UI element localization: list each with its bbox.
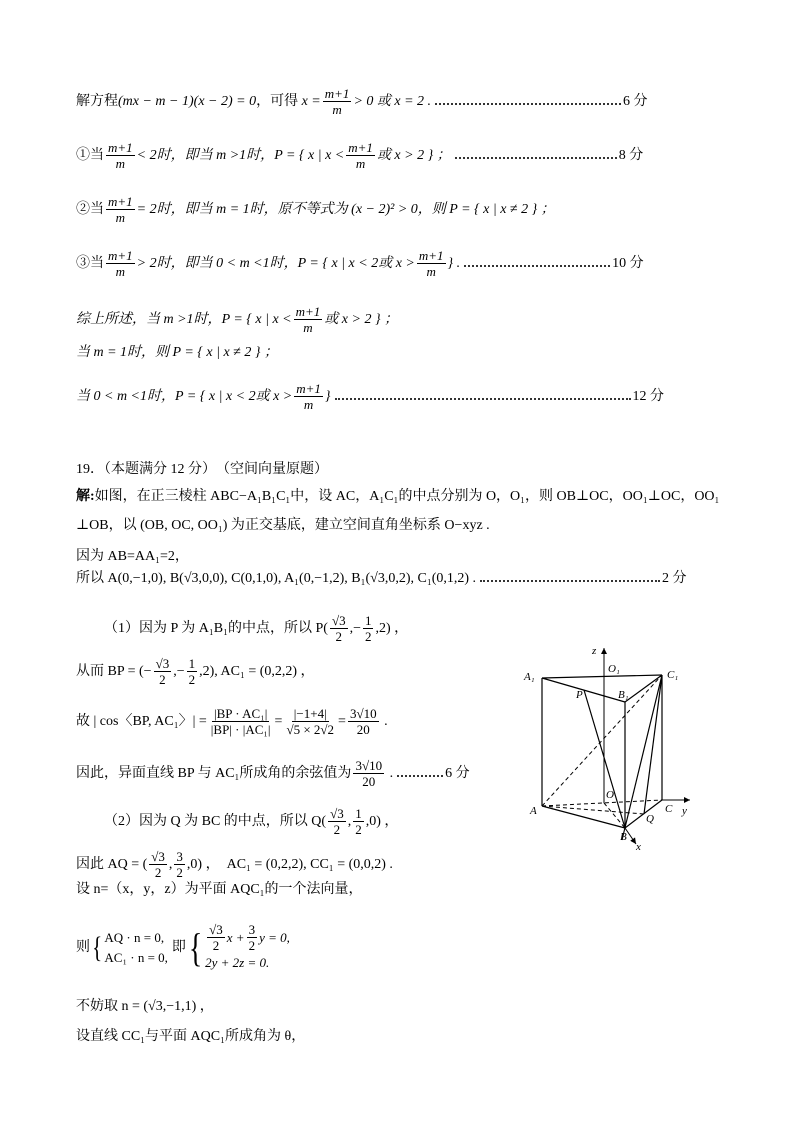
set: P = { x | x < 2或 x > — [297, 255, 415, 271]
equation: (mx − m − 1)(x − 2) = 0 — [118, 93, 257, 109]
solution-label: 解: — [76, 489, 95, 504]
case-label: ②当 — [76, 201, 104, 217]
text: > 2时，即当 0 < m <1时， — [136, 255, 298, 271]
summary-line-2 — [76, 343, 278, 363]
label-a: A — [530, 805, 537, 817]
q2-last — [76, 1027, 305, 1047]
score: 6 分 — [445, 765, 470, 781]
fraction: $\frac{√3}{2}$ — [331, 613, 346, 644]
text: 如图，在正三棱柱 ABC−A₁B₁C₁中，设 AC，A₁C₁的中点分别为 O，O₁，则 OB⊥OC，OO₁⊥OC，OO₁ — [94, 489, 720, 504]
text: 设 n=（x，y，z）为平面 AQC₁的一个法向量， — [76, 882, 363, 897]
set: } — [324, 388, 331, 404]
set: 或 x > 2 } ； — [376, 147, 451, 163]
label-a1: A₁ — [524, 671, 535, 683]
fraction: $\frac{m+1}{m}$ — [295, 304, 321, 335]
set: P = { x | x < 2或 x > — [175, 388, 293, 404]
score-leader — [335, 398, 631, 400]
case-1-line — [76, 140, 643, 171]
text: > 0 或 x = 2 . — [353, 93, 432, 109]
system-b: $\frac{√3}{2}$ x + $\frac{3}{2}$ y = 0, 2y + 2z = 0. — [205, 922, 290, 970]
summary-line-1 — [76, 304, 398, 335]
fraction: $\frac{1}{2}$ — [364, 613, 372, 644]
fraction: $\frac{√3}{2}$ — [155, 656, 170, 687]
segment-ac1-dashed — [542, 675, 662, 806]
eq-line-1: 解方程 (mx − m − 1)(x − 2) = 0 ，可得 x = $\frac{m+1}{m}$ > 0 或 x = 2 . 6 分 — [76, 86, 648, 117]
text: < 2时，即当 m >1时， — [136, 147, 275, 163]
prism-figure — [522, 640, 722, 850]
segment-c1q — [644, 675, 662, 814]
fraction: $\frac{m+1}{m}$ — [108, 248, 133, 279]
label-c: C — [665, 803, 673, 815]
q2-line-3 — [76, 880, 363, 900]
q1-line-4: 因此，异面直线 BP 与 AC₁所成角的余弦值为 $\frac{3√10}{20}$ . 6 分 — [76, 758, 470, 789]
edge-ac-dashed — [542, 800, 662, 806]
case-3-line — [76, 248, 644, 279]
fraction: $\frac{m+1}{m}$ — [108, 194, 133, 225]
label-z: z — [592, 645, 597, 657]
edge-a1b1 — [542, 678, 625, 702]
set: P = { x | x < — [221, 311, 292, 327]
fraction: $\frac{3}{2}$ — [176, 849, 183, 880]
label-x: x — [636, 841, 641, 850]
edge-a1c1 — [542, 675, 662, 678]
question-19-heading — [76, 460, 328, 480]
text: ,2), AC₁ = (0,2,2) ， — [199, 663, 315, 679]
text: （2）因为 Q 为 BC 的中点，所以 Q( — [104, 813, 327, 829]
score-leader — [397, 775, 443, 777]
q1-line-3: 故 | cos〈BP, AC₁〉| = $\frac{\text{|BP · AC₁|}}{\text{|BP| · |AC₁|}}$ = $\frac{|-1+4|}{√5 \times 2√2}$ = $\frac{3√10}{20}$ . — [76, 706, 388, 737]
text: 当 m = 1时，则 P = { x | x ≠ 2 } ； — [76, 345, 278, 360]
text: ,0) ， — [365, 813, 399, 829]
q2-line-1: （2）因为 Q 为 BC 的中点，所以 Q( $\frac{√3}{2}$ , $\frac{1}{2}$ ,0) ， — [104, 806, 399, 837]
text: ,2) ， — [375, 620, 409, 636]
solution-line-1 — [76, 487, 719, 507]
case-2-line — [76, 194, 555, 225]
fraction: $\frac{\text{|BP · AC₁|}}{\text{|BP| · |AC₁|}}$ — [210, 706, 271, 737]
text: （1）因为 P 为 A₁B₁的中点，所以 P( — [104, 620, 328, 636]
text: 不妨取 n = (√3,−1,1) ， — [76, 999, 214, 1014]
text: 因为 AB=AA₁=2， — [76, 549, 189, 564]
label-b: B — [620, 831, 627, 843]
text: 解方程 — [76, 93, 118, 109]
q1-line-1: （1）因为 P 为 A₁B₁的中点，所以 P( $\frac{√3}{2}$ ,− $\frac{1}{2}$ ,2) ， — [104, 613, 409, 644]
score-leader — [455, 157, 617, 159]
label-b1: B₁ — [618, 689, 629, 701]
q1-line-2: 从而 BP = (− $\frac{√3}{2}$ ,− $\frac{1}{2}$ ,2), AC₁ = (0,2,2) ， — [76, 656, 315, 687]
fraction: $\frac{√3}{2}$ — [151, 849, 165, 880]
score-leader — [435, 103, 621, 105]
fraction: $\frac{1}{2}$ — [355, 806, 362, 837]
fraction: $\frac{3√10}{20}$ — [349, 706, 377, 737]
because-line — [76, 547, 189, 567]
label-y: y — [682, 805, 687, 817]
set: P = { x | x < — [274, 147, 345, 163]
text: 即 — [171, 939, 186, 955]
q2-take — [76, 997, 214, 1017]
text: ,0) ， AC₁ = (0,2,2), CC₁ = (0,0,2) . — [186, 856, 393, 872]
solution-line-2 — [76, 516, 490, 536]
set: 或 x > 2 } ； — [324, 311, 399, 327]
text: 则 — [76, 939, 90, 955]
score: 6 分 — [623, 93, 648, 109]
score-leader — [464, 265, 610, 267]
edge-ab — [542, 806, 625, 828]
text: 因此 AQ = ( — [76, 856, 148, 872]
system-a: AQ · n = 0, AC₁ · n = 0, — [104, 929, 168, 965]
text: ，可得 — [256, 93, 299, 109]
q2-system: 则 { AQ · n = 0, AC₁ · n = 0, 即 { $\frac{√3}{2}$ x + $\frac{3}{2}$ y = 0, 2y + 2z = 0. — [76, 922, 290, 973]
text: 故 | cos〈BP, AC₁〉| = — [76, 713, 207, 729]
heading: 19．（本题满分 12 分） （空间向量原题） — [76, 462, 328, 477]
coords-line — [76, 569, 687, 589]
fraction: $\frac{m+1}{m}$ — [324, 86, 350, 117]
summary-line-3 — [76, 381, 664, 412]
score: 8 分 — [618, 147, 644, 163]
label-o1: O₁ — [608, 663, 620, 675]
text: = 2时，即当 m = 1时，原不等式为 (x − 2)² > 0，则 P = { x | x ≠ 2 } ； — [136, 201, 555, 217]
fraction: $\frac{m+1}{m}$ — [108, 140, 133, 171]
score: 2 分 — [662, 571, 687, 586]
set: } . — [447, 255, 461, 271]
text: 从而 BP = (− — [76, 663, 152, 679]
text: 综上所述，当 m >1时， — [76, 311, 222, 327]
text: 因此，异面直线 BP 与 AC₁所成角的余弦值为 — [76, 765, 352, 781]
label-o: O — [606, 789, 614, 801]
q2-line-2: 因此 AQ = ( $\frac{√3}{2}$ , $\frac{3}{2}$ ,0) ， AC₁ = (0,2,2), CC₁ = (0,0,2) . — [76, 849, 393, 880]
text: 当 0 < m <1时， — [76, 388, 176, 404]
label-q: Q — [646, 813, 654, 825]
label-c1: C₁ — [667, 669, 679, 681]
fraction: $\frac{m+1}{m}$ — [348, 140, 373, 171]
case-label: ①当 — [76, 147, 104, 163]
label-p: P — [576, 689, 583, 701]
score-leader — [480, 580, 660, 582]
text: ⊥OB，以 (OB, OC, OO₁) 为正交基底，建立空间直角坐标系 O−xyz . — [76, 518, 490, 533]
fraction: $\frac{m+1}{m}$ — [296, 381, 321, 412]
score: 10 分 — [612, 255, 644, 271]
score: 12 分 — [632, 388, 665, 404]
fraction: $\frac{m+1}{m}$ — [418, 248, 444, 279]
case-label: ③当 — [76, 255, 104, 271]
text: 设直线 CC₁与平面 AQC₁所成角为 θ， — [76, 1029, 306, 1044]
text: 所以 A(0,−1,0), B(√3,0,0), C(0,1,0), A₁(0,−1,2), B₁(√3,0,2), C₁(0,1,2) . — [76, 571, 477, 586]
fraction: $\frac{3√10}{20}$ — [355, 758, 383, 789]
fraction: $\frac{1}{2}$ — [188, 656, 196, 687]
fraction: $\frac{|-1+4|}{√5 \times 2√2}$ — [286, 706, 335, 737]
fraction: $\frac{√3}{2}$ — [330, 806, 344, 837]
